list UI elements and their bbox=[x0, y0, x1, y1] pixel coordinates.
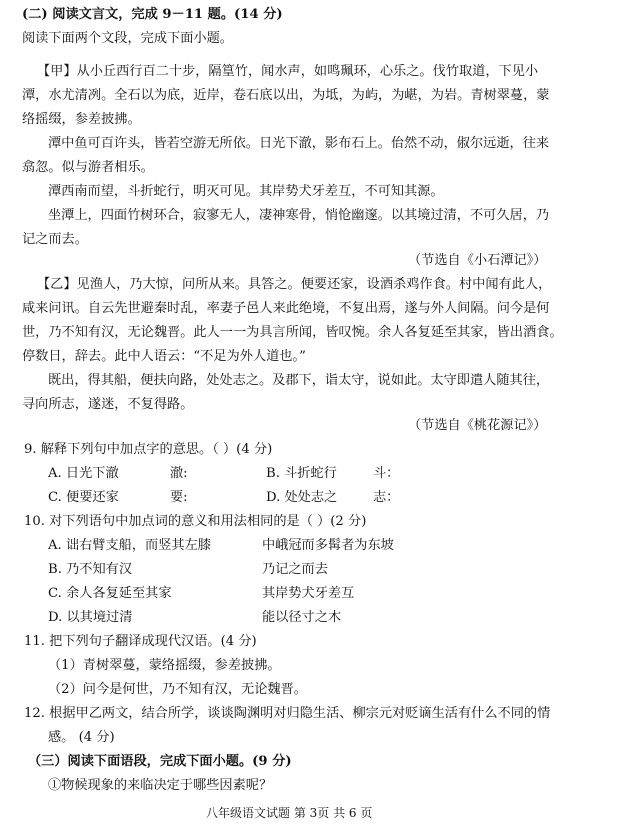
question-9-option-b: B. 斗折蛇行 bbox=[266, 466, 337, 481]
section-3-title: （三）阅读下面语段，完成下面小题。(9 分) bbox=[28, 754, 292, 769]
passage-jia-source: （节选自《小石潭记》） bbox=[408, 253, 547, 268]
question-9-option-a-char: 澈: bbox=[170, 466, 188, 481]
question-9-option-a: A. 日光下澈 bbox=[48, 466, 119, 481]
passage-jia-line: 潭，水尤清冽。全石以为底，近岸，卷石底以出，为坻，为屿，为嵁，为岩。青树翠蔓，蒙 bbox=[22, 88, 550, 103]
page-footer: 八年级语文试题 第 3页 共 6 页 bbox=[206, 806, 373, 820]
passage-jia-line: 记之而去。 bbox=[22, 232, 88, 247]
question-10-stem: 10. 对下列语句中加点词的意义和用法相同的是（ ）(2 分) bbox=[24, 514, 367, 529]
question-10-option-a-left: A. 诎右臂支船，而竖其左膝 bbox=[48, 538, 211, 553]
section-intro: 阅读下面两个文段，完成下面小题。 bbox=[22, 31, 233, 46]
passage-jia-line: 坐潭上，四面竹树环合，寂寥无人，凄神寒骨，悄怆幽邃。以其境过清，不可久居，乃 bbox=[48, 208, 550, 223]
question-10-option-b-left: B. 乃不知有汉 bbox=[48, 562, 133, 577]
question-9-option-c: C. 便要还家 bbox=[48, 490, 119, 505]
passage-jia-line: 翕忽。似与游者相乐。 bbox=[22, 160, 154, 175]
question-12-stem: 12. 根据甲乙两文，结合所学，谈谈陶渊明对归隐生活、柳宗元对贬谪生活有什么不同的情 bbox=[24, 706, 551, 721]
question-12-stem-cont: 感。 (4 分) bbox=[48, 730, 115, 745]
passage-yi-line: 咸来问讯。自云先世避秦时乱，率妻子邑人来此绝境，不复出焉，遂与外人间隔。问今是何 bbox=[22, 301, 550, 316]
passage-yi-line: 停数日，辞去。此中人语云：“不足为外人道也。” bbox=[22, 349, 306, 364]
question-9-option-d: D. 处处志之 bbox=[266, 490, 338, 505]
passage-yi-line: 寻向所志，遂迷，不复得路。 bbox=[22, 397, 194, 412]
passage-yi-line: 【乙】见渔人，乃大惊，问所从来。具答之。便要还家，设酒杀鸡作食。村中闻有此人， bbox=[37, 277, 552, 292]
passage-jia-line: 络摇缀，参差披拂。 bbox=[22, 112, 141, 127]
section-3-question-1: ①物候现象的来临决定于哪些因素呢？ bbox=[48, 778, 273, 793]
passage-yi-line: 世，乃不知有汉，无论魏晋。此人一一为具言所闻，皆叹惋。余人各复延至其家，皆出酒食。 bbox=[22, 325, 563, 340]
question-9-option-c-char: 要: bbox=[170, 490, 188, 505]
question-10-option-c-left: C. 余人各复延至其家 bbox=[48, 586, 172, 601]
passage-yi-line: 既出，得其船，便扶向路，处处志之。及郡下，诣太守，说如此。太守即遣人随其往， bbox=[48, 373, 550, 388]
question-10-option-d-left: D. 以其境过清 bbox=[48, 610, 133, 625]
question-11-sentence-2: （2）问今是何世，乃不知有汉，无论魏晋。 bbox=[48, 682, 307, 697]
section-title: (二) 阅读文言文，完成 9－11 题。(14 分) bbox=[22, 7, 283, 22]
question-9-option-b-char: 斗： bbox=[373, 466, 400, 481]
passage-jia-line: 潭中鱼可百许头，皆若空游无所依。日光下澈，影布石上。佁然不动，俶尔远逝，往来 bbox=[48, 136, 550, 151]
passage-jia-line: 【甲】从小丘西行百二十步，隔篁竹，闻水声，如鸣珮环，心乐之。伐竹取道，下见小 bbox=[37, 64, 539, 79]
question-9-option-d-char: 志： bbox=[373, 490, 400, 505]
question-11-stem: 11. 把下列句子翻译成现代汉语。(4 分) bbox=[24, 634, 257, 649]
question-10-option-d-right: 能以径寸之木 bbox=[262, 610, 342, 625]
question-11-sentence-1: （1）青树翠蔓，蒙络摇缀，参差披拂。 bbox=[48, 658, 281, 673]
passage-yi-source: （节选自《桃花源记》） bbox=[408, 418, 547, 433]
question-10-option-a-right: 中峨冠而多髯者为东坡 bbox=[262, 538, 394, 553]
question-10-option-b-right: 乃记之而去 bbox=[262, 562, 328, 577]
question-9-stem: 9. 解释下列句中加点字的意思。（ ）(4 分) bbox=[24, 442, 273, 457]
passage-jia-line: 潭西南而望，斗折蛇行，明灭可见。其岸势犬牙差互，不可知其源。 bbox=[48, 184, 444, 199]
question-10-option-c-right: 其岸势犬牙差互 bbox=[262, 586, 355, 601]
